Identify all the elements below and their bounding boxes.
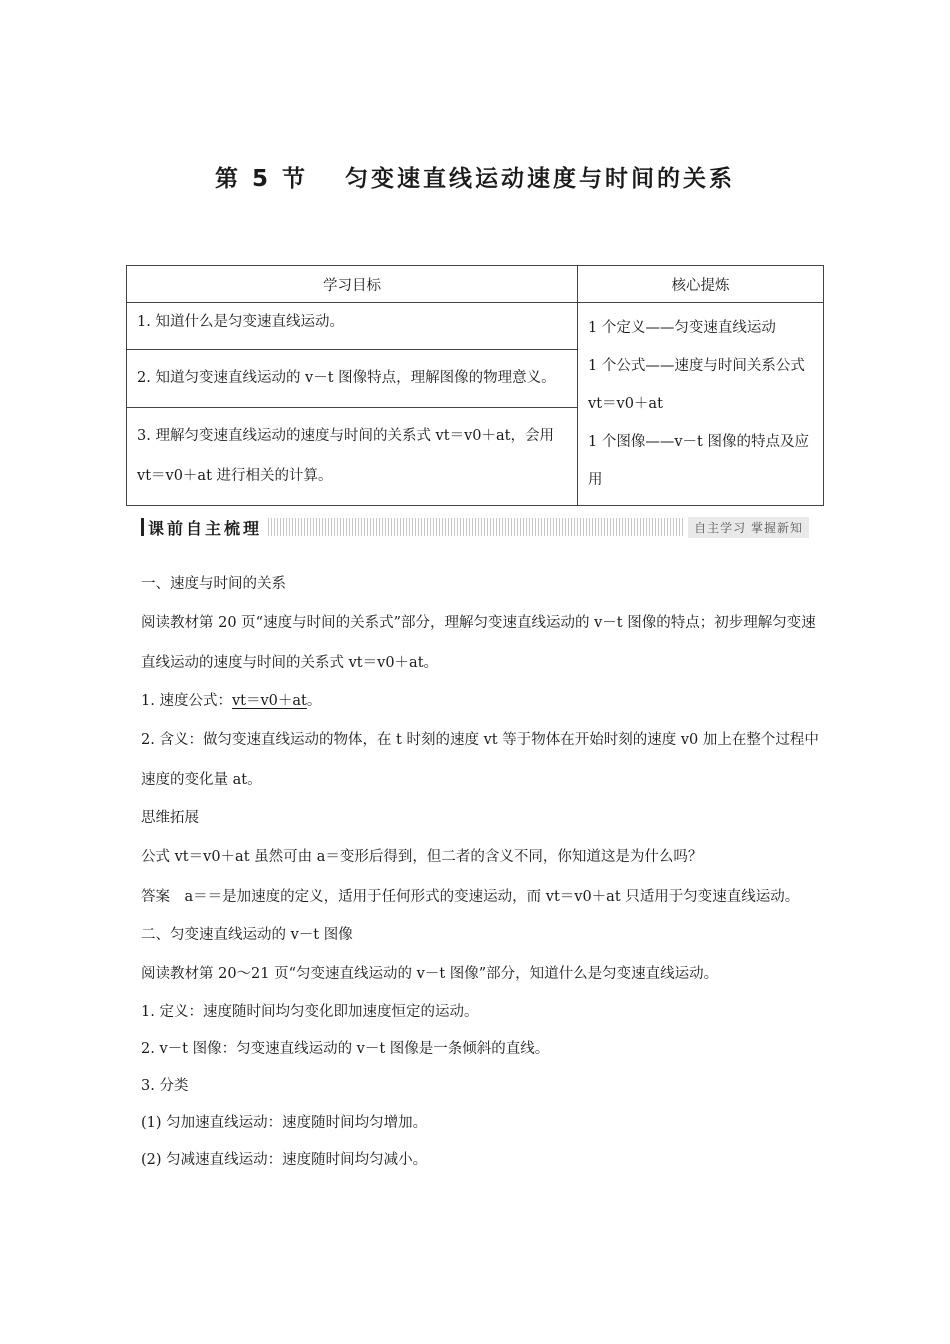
- extend-heading: 思维拓展: [141, 810, 199, 826]
- banner-subtitle: 自主学习 掌握新知: [688, 517, 809, 538]
- page-title: 第 5 节 匀变速直线运动速度与时间的关系: [214, 166, 736, 192]
- core-header: 核心提炼: [578, 266, 824, 303]
- learning-goals-table: [126, 265, 824, 506]
- section2-intro: 阅读教材第 20～21 页“匀变速直线运动的 v－t 图像”部分，知道什么是匀变速直线运动。: [141, 966, 719, 982]
- classify-heading: 3. 分类: [141, 1078, 189, 1094]
- question-text: 公式 vt＝v0＋at 虽然可由 a＝变形后得到，但二者的含义不同，你知道这是为什么吗？: [141, 849, 703, 865]
- formula-value: vt＝v0＋at: [231, 693, 307, 709]
- classify-2: (2) 匀减速直线运动：速度随时间均匀减小。: [141, 1152, 428, 1168]
- main-content: [141, 566, 821, 1179]
- graph-text: 2. v－t 图像：匀变速直线运动的 v－t 图像是一条倾斜的直线。: [141, 1041, 550, 1057]
- answer-text: 答案 a＝＝是加速度的定义，适用于任何形式的变速运动，而 vt＝v0＋at 只适用于匀变速直线运动。: [141, 889, 800, 905]
- goals-header: 学习目标: [127, 266, 578, 303]
- section2-heading: 二、匀变速直线运动的 v－t 图像: [141, 927, 353, 943]
- goal-3: 3. 理解匀变速直线运动的速度与时间的关系式 vt＝v0＋at，会用 vt＝v0＋at 进行相关的计算。: [127, 408, 578, 506]
- classify-1: (1) 匀加速直线运动：速度随时间均匀增加。: [141, 1115, 428, 1131]
- banner-title: 课前自主梳理: [148, 518, 263, 538]
- section1-heading: 一、速度与时间的关系: [141, 576, 286, 592]
- goal-1: 1. 知道什么是匀变速直线运动。: [127, 303, 578, 350]
- goal-2: 2. 知道匀变速直线运动的 v－t 图像特点，理解图像的物理意义。: [127, 350, 578, 408]
- banner-bar: [141, 518, 144, 536]
- banner-stripe: [268, 518, 684, 536]
- formula-label: 1. 速度公式：: [141, 693, 232, 709]
- section-banner: [141, 516, 809, 538]
- section1-intro: 阅读教材第 20 页“速度与时间的关系式”部分，理解匀变速直线运动的 v－t 图像的特点；初步理解匀变速直线运动的速度与时间的关系式 vt＝v0＋at。: [141, 615, 816, 671]
- formula-line: 1. 速度公式：vt＝v0＋at。: [141, 693, 322, 709]
- core-summary: [578, 303, 824, 506]
- core-3: 1 个图像——v－t 图像的特点及应用: [588, 434, 809, 488]
- core-1: 1 个定义——匀变速直线运动: [588, 320, 776, 336]
- core-2: 1 个公式——速度与时间关系公式 vt＝v0＋at: [588, 358, 805, 412]
- meaning-text: 2. 含义：做匀变速直线运动的物体，在 t 时刻的速度 vt 等于物体在开始时刻的速度 v0 加上在整个过程中速度的变化量 at。: [141, 732, 819, 788]
- definition-text: 1. 定义：速度随时间均匀变化即加速度恒定的运动。: [141, 1004, 479, 1020]
